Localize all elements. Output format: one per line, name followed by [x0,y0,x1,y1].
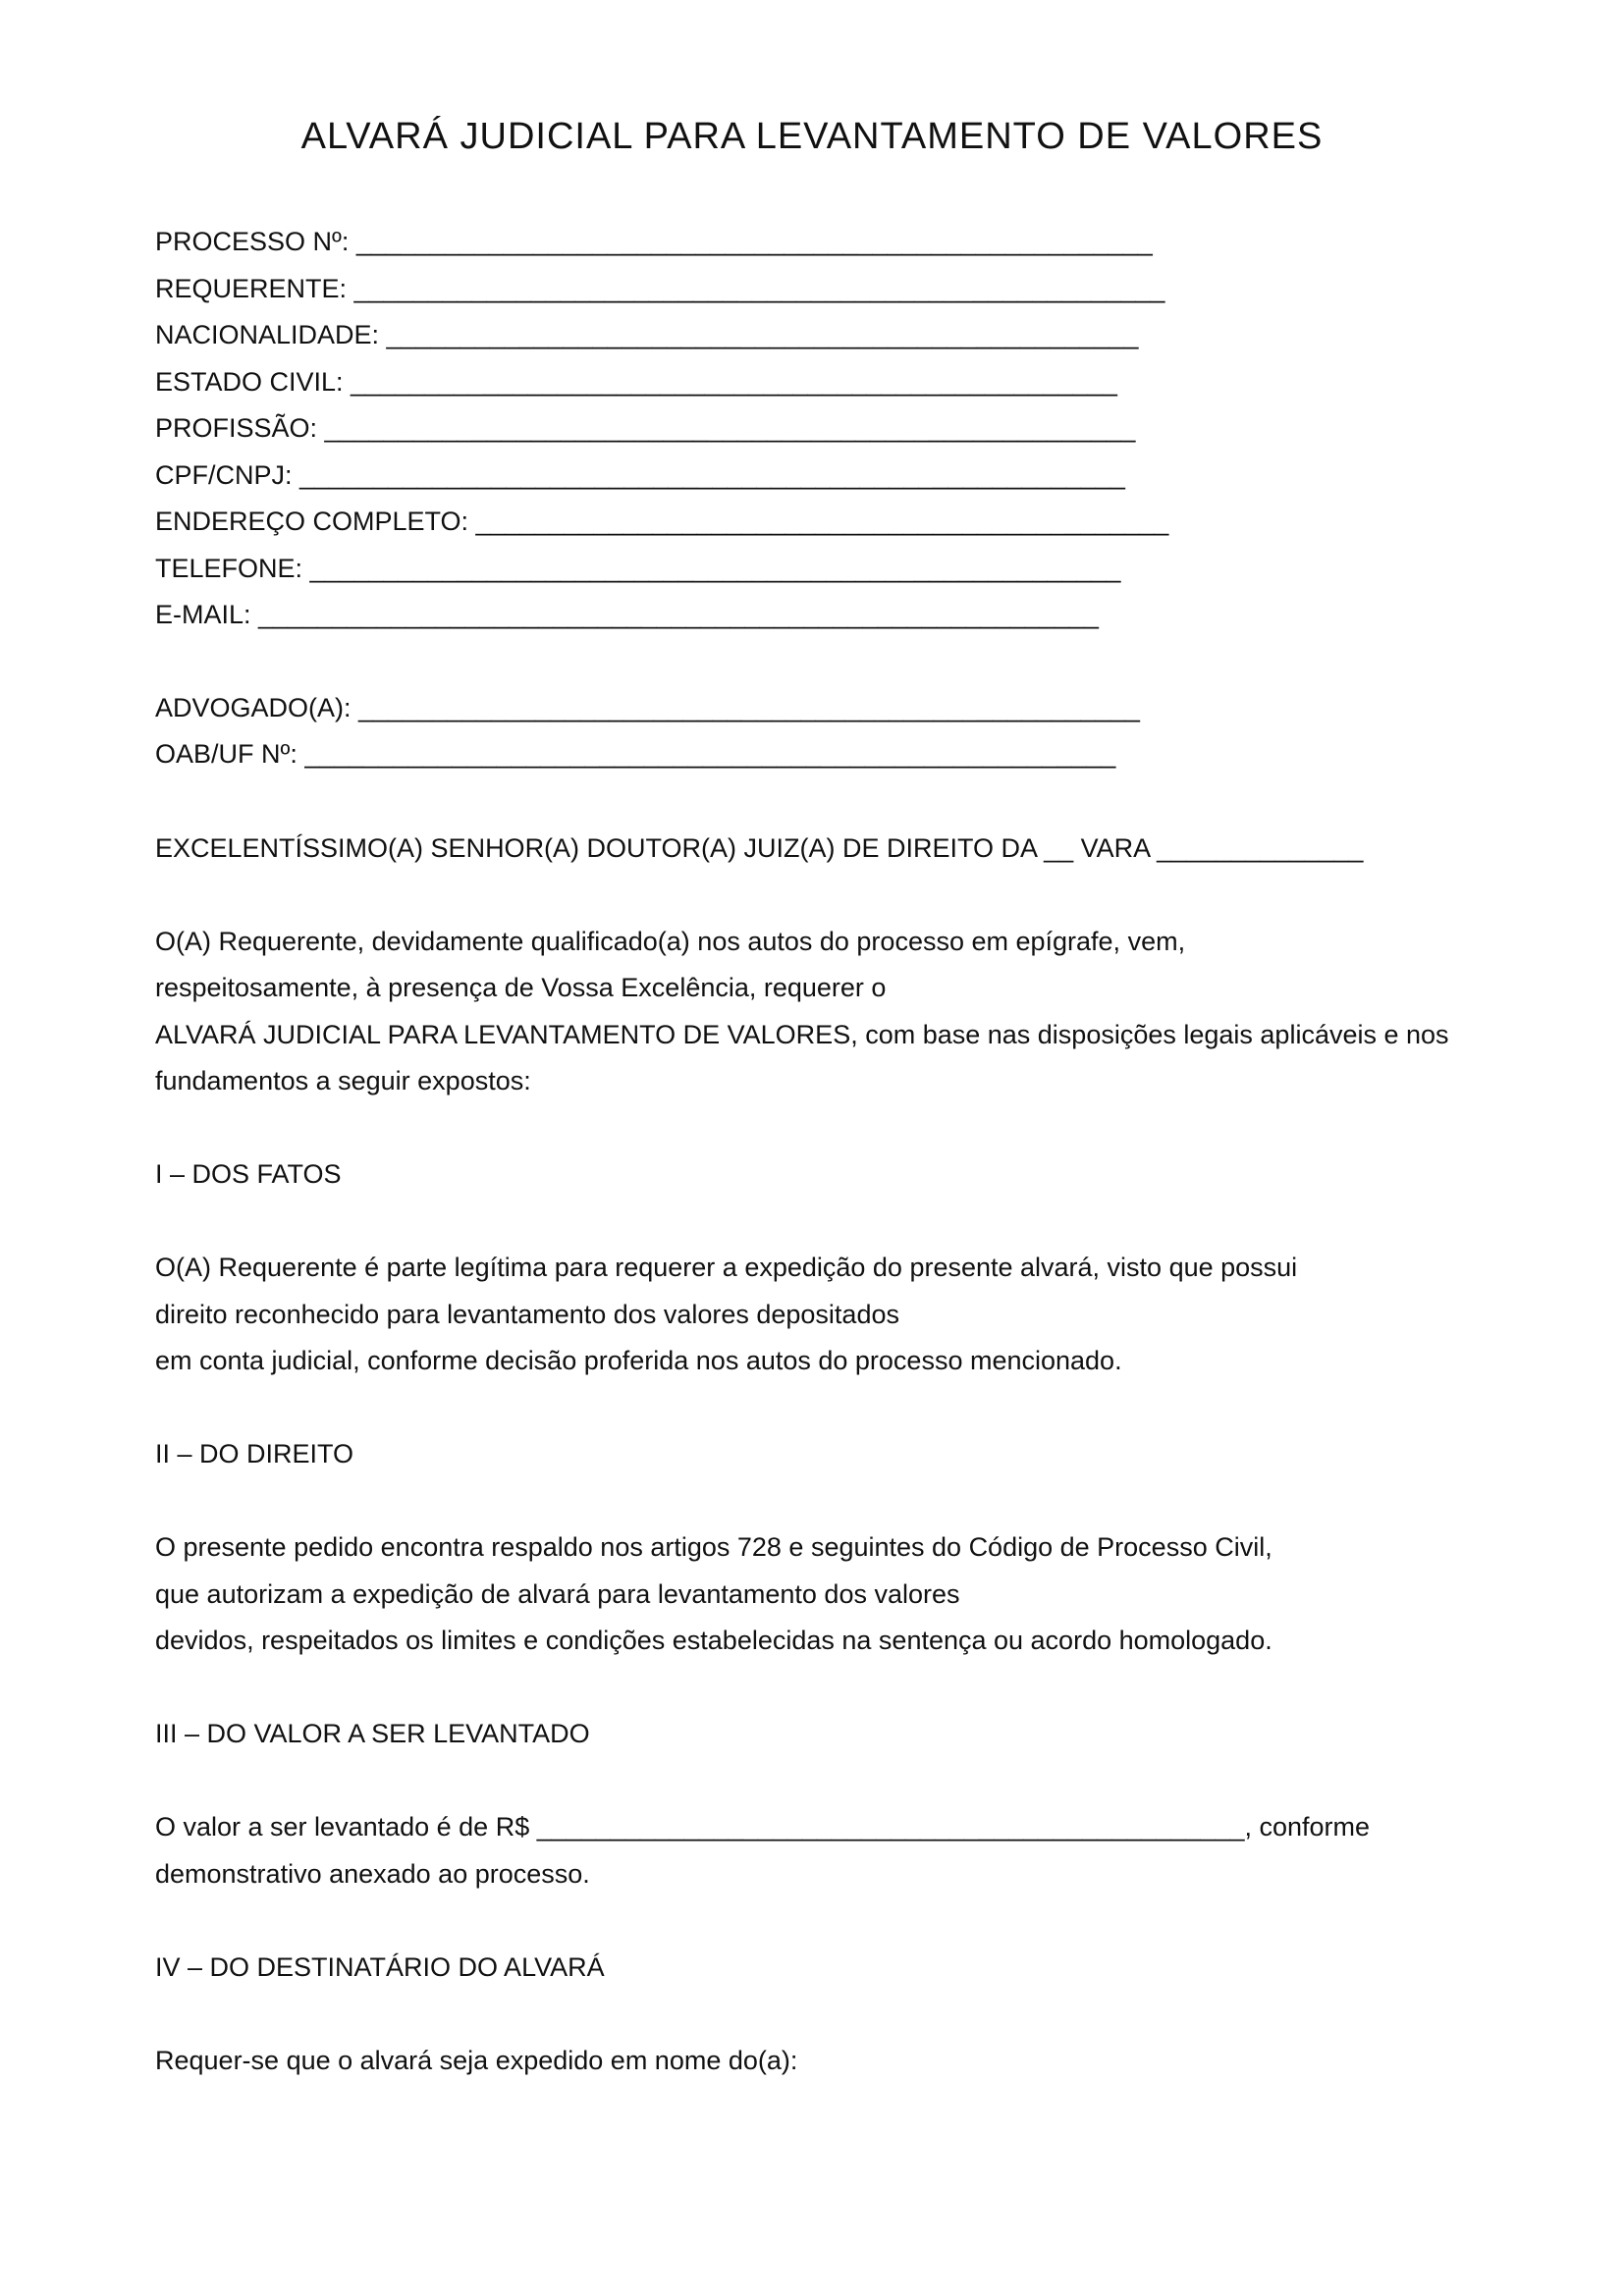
valor-line: O valor a ser levantado é de R$ ________________________________________________, conforme [155,1812,1371,1842]
field-oab: OAB/UF Nº: _______________________________________________________ [155,739,1116,769]
direito-line: devidos, respeitados os limites e condições estabelecidas na sentença ou acordo homologado. [155,1626,1272,1655]
direito-line: que autorizam a expedição de alvará para levantamento dos valores [155,1579,960,1609]
section-heading-fatos: I – DOS FATOS [155,1159,342,1189]
section-heading-direito: II – DO DIREITO [155,1439,354,1468]
field-requerente: REQUERENTE: _______________________________________________________ [155,274,1165,303]
fatos-line: direito reconhecido para levantamento dos valores depositados [155,1300,899,1329]
fatos-line: O(A) Requerente é parte legítima para requerer a expedição do presente alvará, visto que possui [155,1253,1298,1282]
field-estado-civil: ESTADO CIVIL: ____________________________________________________ [155,367,1117,397]
intro-line: ALVARÁ JUDICIAL PARA LEVANTAMENTO DE VALORES, com base nas disposições legais aplicáveis e nos [155,1020,1449,1049]
destinatario-line: Requer-se que o alvará seja expedido em nome do(a): [155,2046,798,2075]
intro-line: respeitosamente, à presença de Vossa Excelência, requerer o [155,973,887,1002]
address-line: EXCELENTÍSSIMO(A) SENHOR(A) DOUTOR(A) JUIZ(A) DE DIREITO DA __ VARA ______________ [155,833,1364,863]
direito-line: O presente pedido encontra respaldo nos artigos 728 e seguintes do Código de Processo Civil, [155,1532,1272,1562]
document-title: ALVARÁ JUDICIAL PARA LEVANTAMENTO DE VALORES [300,116,1324,157]
field-endereco: ENDEREÇO COMPLETO: _______________________________________________ [155,507,1169,536]
intro-line: O(A) Requerente, devidamente qualificado(a) nos autos do processo em epígrafe, vem, [155,927,1186,956]
fatos-line: em conta judicial, conforme decisão proferida nos autos do processo mencionado. [155,1346,1122,1375]
section-heading-valor: III – DO VALOR A SER LEVANTADO [155,1719,590,1748]
section-heading-destinatario: IV – DO DESTINATÁRIO DO ALVARÁ [155,1952,605,1982]
field-advogado: ADVOGADO(A): _____________________________________________________ [155,693,1140,722]
field-telefone: TELEFONE: _______________________________________________________ [155,554,1121,583]
intro-line: fundamentos a seguir expostos: [155,1066,531,1095]
field-cpf-cnpj: CPF/CNPJ: ________________________________________________________ [155,460,1125,490]
field-processo: PROCESSO Nº: ______________________________________________________ [155,227,1153,256]
field-email: E-MAIL: _________________________________________________________ [155,600,1099,629]
field-nacionalidade: NACIONALIDADE: ___________________________________________________ [155,320,1139,349]
valor-line: demonstrativo anexado ao processo. [155,1859,590,1889]
field-profissao: PROFISSÃO: _______________________________________________________ [155,413,1136,443]
